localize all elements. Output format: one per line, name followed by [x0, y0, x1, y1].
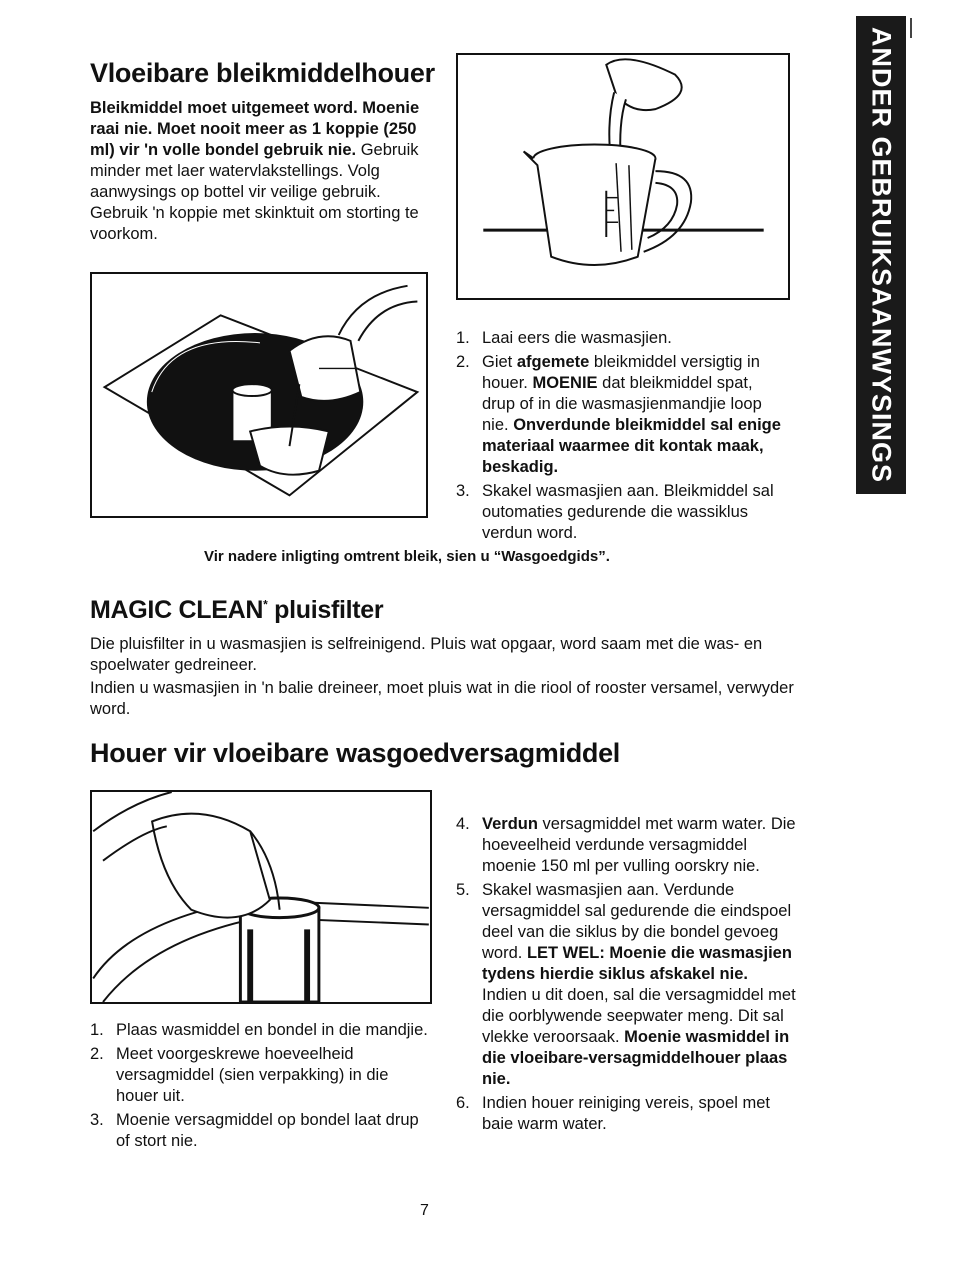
bleach-heading: Vloeibare bleikmiddelhouer [90, 58, 435, 88]
step-text: Skakel wasmasjien aan. Verdunde versagmiddel sal gedurende die eindspoel deel van die siklus by die bondel gevoeg word. [482, 881, 792, 962]
list-item [456, 814, 796, 877]
step-text: bleikmiddel versigtig in houer. [482, 353, 760, 392]
list-item [456, 880, 796, 1090]
softener-steps-right [456, 814, 796, 1138]
step-number: 3. [456, 482, 470, 500]
step-text: Skakel wasmasjien aan. Bleikmiddel sal outomaties gedurende die wassiklus verdun word. [482, 482, 774, 542]
page-number: 7 [420, 1202, 429, 1219]
softener-steps-left [90, 1020, 432, 1155]
step-number: 3. [90, 1111, 104, 1129]
bleach-intro-warning: Bleikmiddel moet uitgemeet word. Moenie raai nie. Moet nooit meer as 1 koppie (250 ml) vir 'n volle bondel gebruik nie. [90, 99, 420, 159]
step-number: 4. [456, 815, 470, 833]
lint-para-2: Indien u wasmasjien in 'n balie dreineer, moet pluis wat in die riool of rooster versamel, verwyder word. [90, 679, 794, 718]
step-number: 2. [90, 1045, 104, 1063]
list-item [90, 1020, 432, 1041]
bleach-pour-drawing [92, 274, 426, 516]
bleach-intro [90, 98, 420, 245]
measuring-cup-drawing [458, 55, 788, 298]
list-item [90, 1044, 432, 1107]
list-item [90, 1110, 432, 1152]
softener-pour-drawing [92, 792, 430, 1002]
step-number: 1. [456, 329, 470, 347]
step-warning: Moenie wasmiddel in die vloeibare-versagmiddelhouer plaas nie. [482, 1028, 790, 1088]
step-text: versagmiddel met warm water. Die hoeveelheid verdunde versagmiddel moenie 150 ml per vulling oorskry nie. [482, 815, 796, 875]
bleach-intro-rest: Gebruik minder met laer watervlakstellings. Volg aanwysings op bottel vir veilige gebruik. Gebruik 'n koppie met skinktuit om storting te voorkom. [90, 141, 419, 243]
list-item [456, 352, 786, 478]
step-text: Moenie versagmiddel op bondel laat drup of stort nie. [116, 1111, 419, 1150]
step-warning: LET WEL: Moenie die wasmasjien tydens hierdie siklus afskakel nie. [482, 944, 792, 983]
side-tab-label: ANDER GEBRUIKSAANWYSINGS [866, 26, 897, 484]
bleach-reference-note: Vir nadere inligting omtrent bleik, sien u “Wasgoedgids”. [204, 548, 610, 565]
step-text: Meet voorgeskrewe hoeveelheid versagmiddel (sien verpakking) in die houer uit. [116, 1045, 389, 1105]
list-item [456, 481, 786, 544]
step-number: 5. [456, 881, 470, 899]
step-number: 6. [456, 1094, 470, 1112]
list-item [456, 328, 786, 349]
step-text-bold: Verdun [482, 815, 538, 833]
measuring-cup-illustration [456, 53, 790, 300]
step-text: Indien houer reiniging vereis, spoel met baie warm water. [482, 1094, 771, 1133]
step-text-bold: MOENIE [532, 374, 598, 392]
step-text: Laai eers die wasmasjien. [482, 329, 672, 347]
lint-heading-brand: MAGIC CLEAN [90, 596, 264, 624]
step-number: 1. [90, 1021, 104, 1039]
bleach-pour-illustration [90, 272, 428, 518]
lint-para-1: Die pluisfilter in u wasmasjien is selfreinigend. Pluis wat opgaar, word saam met die was- en spoelwater gedreineer. [90, 635, 763, 674]
trademark-mark: * [263, 597, 268, 612]
side-section-tab [856, 16, 906, 494]
step-text-bold: afgemete [516, 353, 590, 371]
softener-pour-illustration [90, 790, 432, 1004]
tab-edge-mark [910, 18, 912, 38]
lint-filter-heading [90, 596, 383, 625]
step-text: Plaas wasmiddel en bondel in die mandjie. [116, 1021, 428, 1039]
bleach-steps [456, 328, 786, 547]
list-item [456, 1093, 796, 1135]
step-number: 2. [456, 353, 470, 371]
step-text: dat bleikmiddel spat, drup of in die wasmasjienmandjie loop nie. [482, 374, 762, 434]
softener-heading: Houer vir vloeibare wasgoedversagmiddel [90, 738, 621, 768]
step-text: Indien u dit doen, sal die versagmiddel met die oorblywende seepwater meng. Dit sal vlekke veroorsaak. [482, 986, 796, 1046]
lint-heading-rest: pluisfilter [267, 596, 384, 624]
step-warning: Onverdunde bleikmiddel sal enige materiaal waarmee dit kontak maak, beskadig. [482, 416, 781, 476]
step-text: Giet [482, 353, 517, 371]
